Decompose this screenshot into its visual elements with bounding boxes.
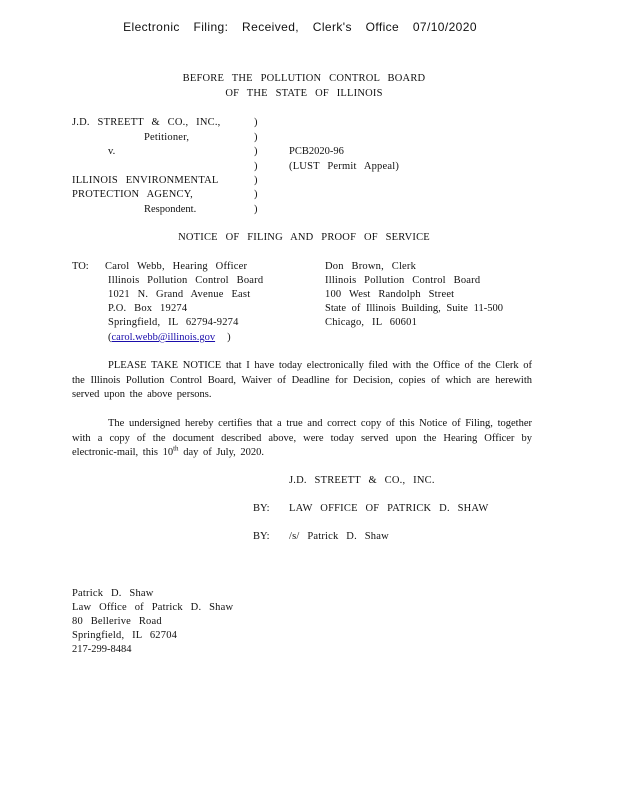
recipient-left-line2: Illinois Pollution Control Board — [108, 275, 264, 286]
electronic-signature: /s/ Patrick D. Shaw — [289, 531, 389, 542]
email-close-paren: ) — [227, 332, 231, 343]
caption-bracket: ) — [254, 146, 258, 157]
by-label: BY: — [253, 503, 270, 514]
caption-bracket: ) — [254, 117, 258, 128]
hearing-officer-email-link[interactable]: carol.webb@illinois.gov — [111, 332, 216, 343]
caption-bracket: ) — [254, 189, 258, 200]
case-number: PCB2020-96 — [289, 146, 344, 157]
respondent-name-line1: ILLINOIS ENVIRONMENTAL — [72, 175, 219, 186]
attorney-firm: Law Office of Patrick D. Shaw — [72, 602, 234, 613]
attorney-city: Springfield, IL 62704 — [72, 630, 178, 641]
ordinal-suffix: th — [173, 444, 179, 453]
certificate-text: The undersigned hereby certifies that a true and correct copy of this Notice of Filing, together with a copy of the document described above, were today served upon the Hearing Officer by electronic-mail, this 10 — [72, 418, 532, 458]
recipient-left-line3: 1021 N. Grand Avenue East — [108, 289, 251, 300]
court-name-line2: OF THE STATE OF ILLINOIS — [225, 88, 383, 99]
recipient-right-line4: State of Illinois Building, Suite 11-500 — [325, 303, 503, 314]
respondent-name-line2: PROTECTION AGENCY, — [72, 189, 193, 200]
to-label: TO: — [72, 261, 89, 272]
recipient-right-line1: Don Brown, Clerk — [325, 261, 417, 272]
caption-bracket: ) — [254, 175, 258, 186]
recipient-left-line4: P.O. Box 19274 — [108, 303, 188, 314]
certificate-date: day of July, 2020. — [178, 447, 265, 458]
by-label: BY: — [253, 531, 270, 542]
petitioner-name: J.D. STREETT & CO., INC., — [72, 117, 221, 128]
notice-paragraph: PLEASE TAKE NOTICE that I have today electronically filed with the Office of the Clerk of the Illinois Pollution Control Board, Waiver of Deadline for Decision, copies of which are herewith served upon the above persons. — [72, 360, 532, 400]
petitioner-role: Petitioner, — [144, 132, 190, 143]
signature-party: J.D. STREETT & CO., INC. — [289, 475, 435, 486]
case-type: (LUST Permit Appeal) — [289, 161, 400, 172]
recipient-right-line3: 100 West Randolph Street — [325, 289, 455, 300]
attorney-phone: 217-299-8484 — [72, 644, 132, 655]
recipient-right-line5: Chicago, IL 60601 — [325, 317, 418, 328]
recipient-left-line1: Carol Webb, Hearing Officer — [105, 261, 248, 272]
caption-bracket: ) — [254, 204, 258, 215]
recipient-left-line5: Springfield, IL 62794-9274 — [108, 317, 239, 328]
filing-stamp-header: Electronic Filing: Received, Clerk's Office 07/10/2020 — [123, 20, 477, 34]
recipient-left-email-line — [108, 331, 231, 346]
recipient-right-line2: Illinois Pollution Control Board — [325, 275, 481, 286]
email-open-paren: ( — [108, 332, 112, 343]
caption-bracket: ) — [254, 161, 258, 172]
attorney-street: 80 Bellerive Road — [72, 616, 162, 627]
notice-title: NOTICE OF FILING AND PROOF OF SERVICE — [178, 232, 430, 243]
attorney-name: Patrick D. Shaw — [72, 588, 154, 599]
certificate-paragraph — [72, 417, 532, 461]
law-office-name: LAW OFFICE OF PATRICK D. SHAW — [289, 503, 489, 514]
versus-label: v. — [108, 146, 116, 157]
court-name-line1: BEFORE THE POLLUTION CONTROL BOARD — [182, 73, 426, 84]
respondent-role: Respondent. — [144, 204, 197, 215]
caption-bracket: ) — [254, 132, 258, 143]
